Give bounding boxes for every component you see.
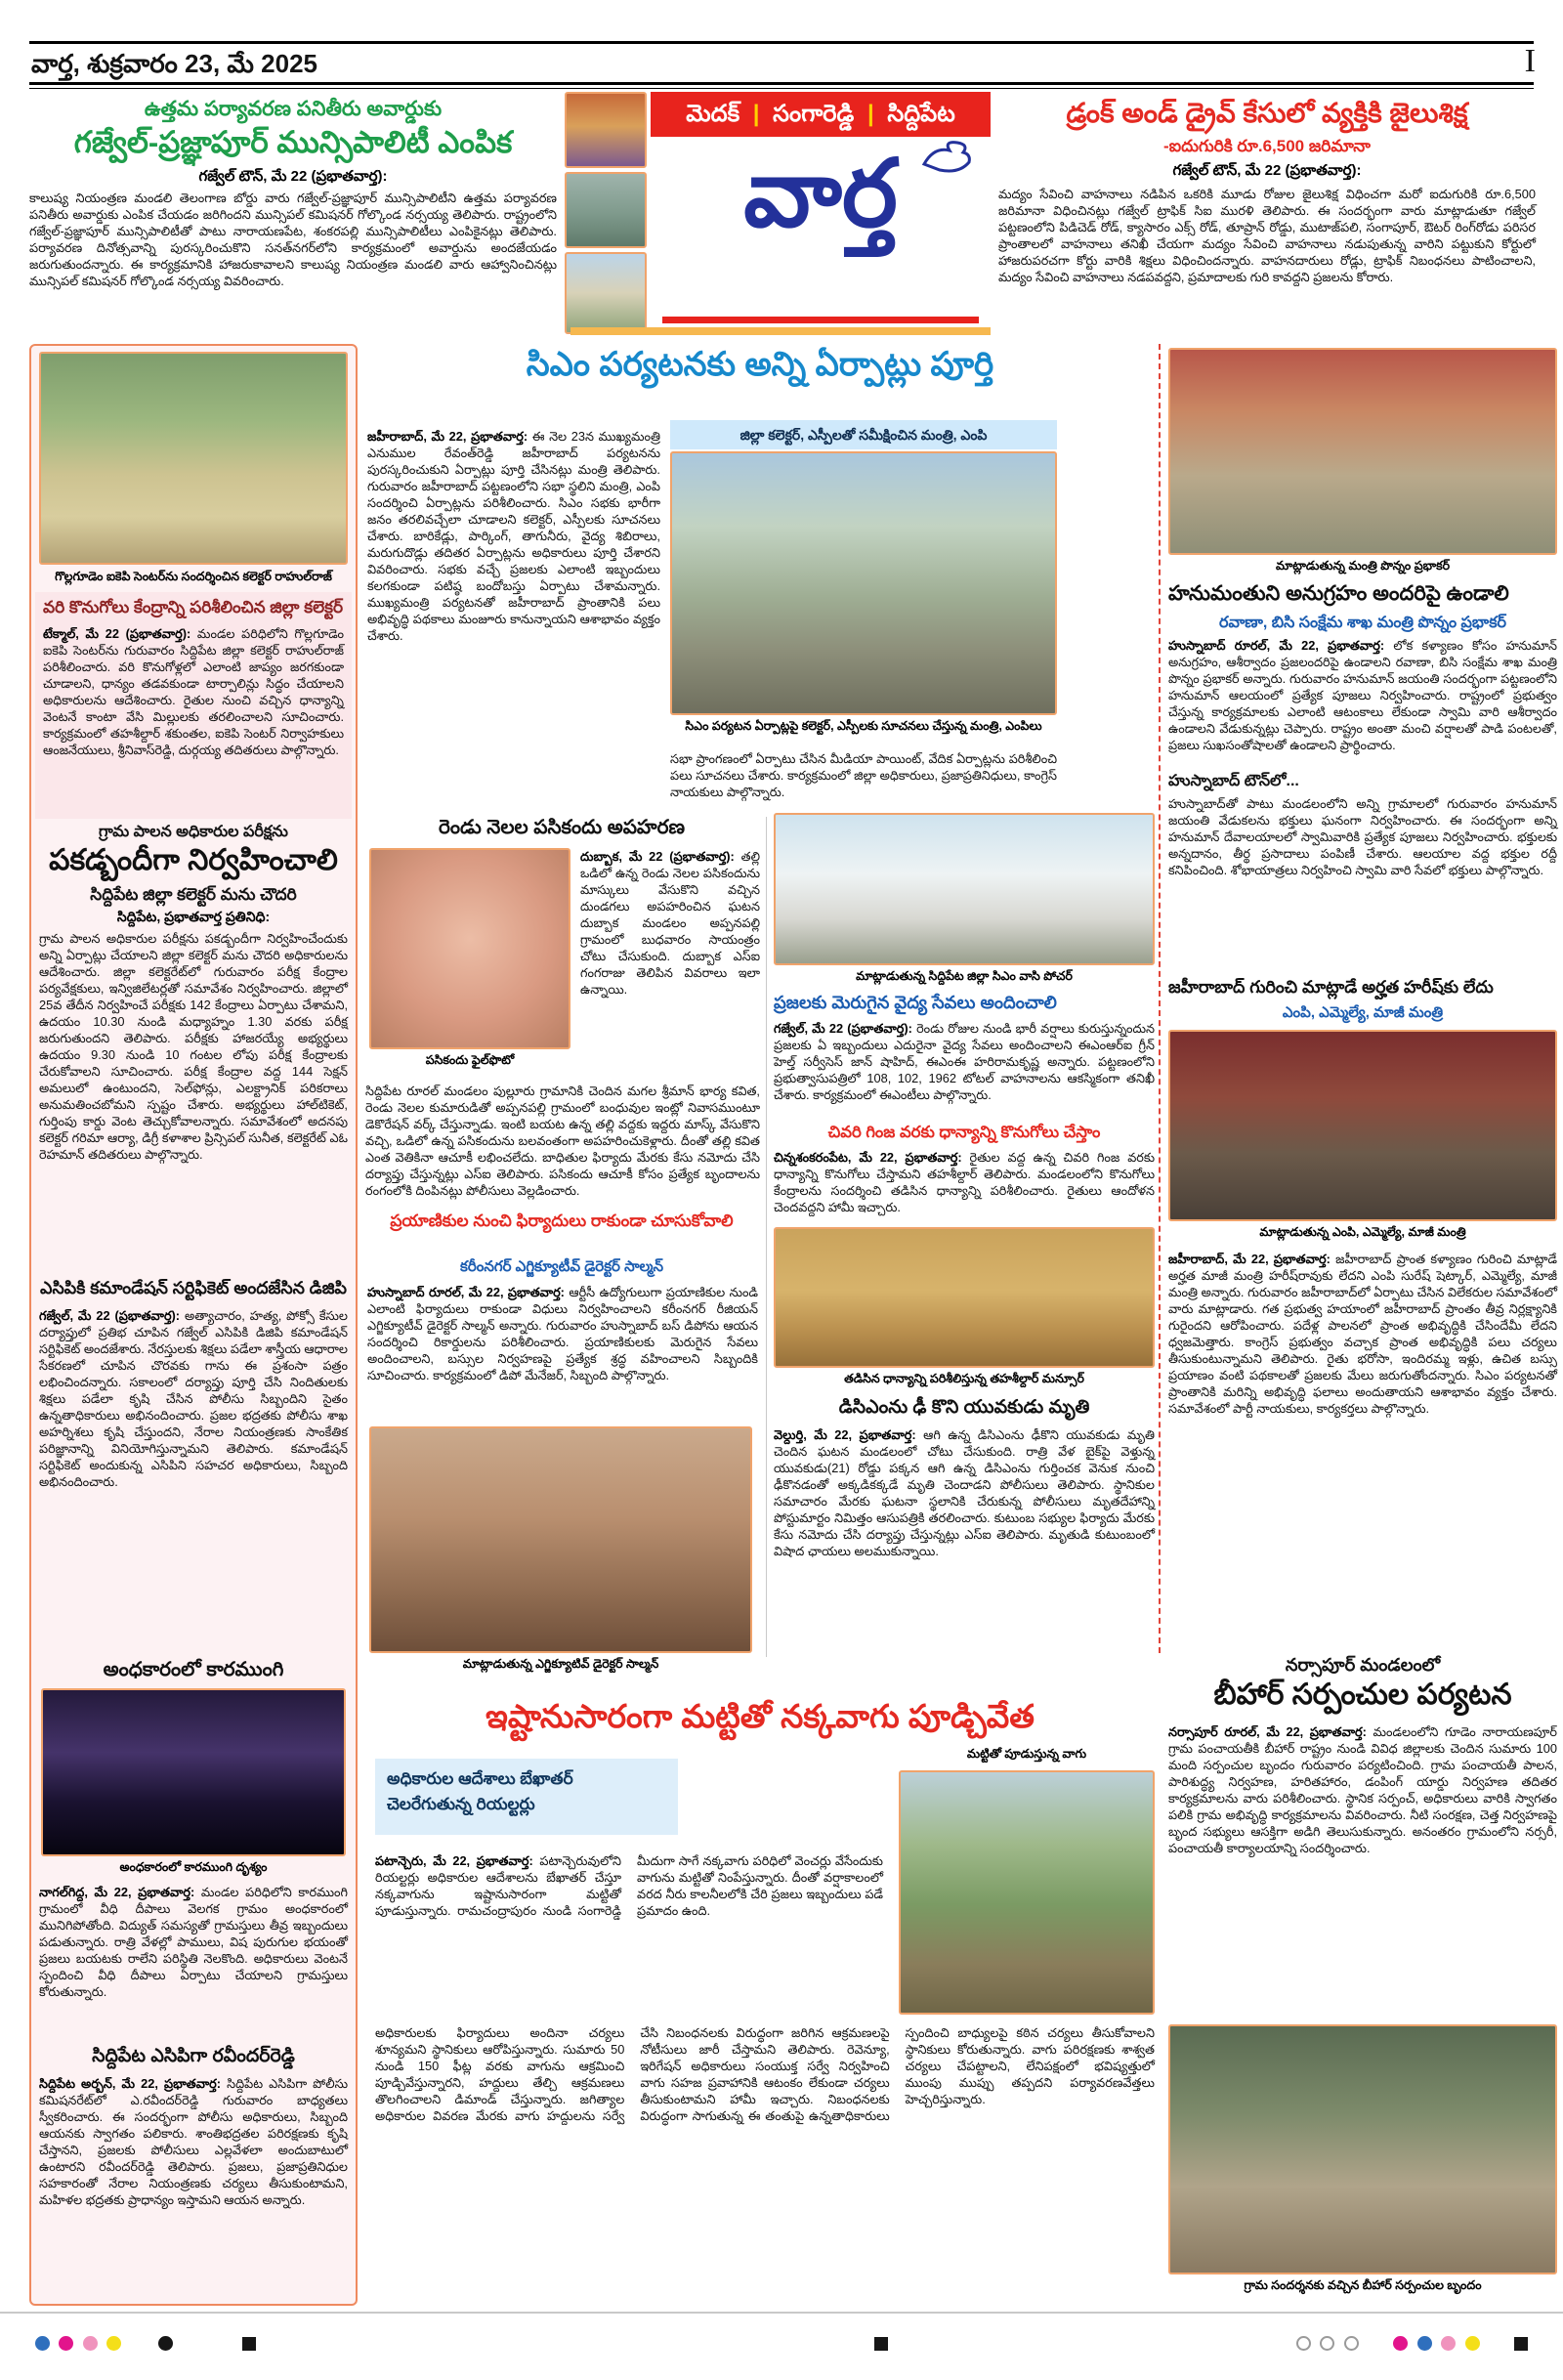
header-rule-top [29,41,1534,44]
baby-dateline: దుబ్బాక, మే 22 (ప్రభాతవార్త): [580,849,735,864]
health-body [774,1020,1155,1118]
logo-block [651,143,991,319]
reg-square-black [1514,2337,1528,2351]
reg-square-black [242,2337,256,2351]
baby-body2: సిద్దిపేట రూరల్ మండలం పుల్లూరు గ్రామానికి చెందిన మగల శ్రీమాన్ భార్య కవిత, రెండు నెలల కుమారుడితో అప్పనపల్లి గ్రామంలో బంధువుల ఇంట్లో నివాసముంటూ డెకొరేషన్ వర్క్ చేస్తున్నాడు. ఇంటి బయట ఉన్న తల్లి వద్దకు ఇద్దరు మాస్క్ వేసుకొని వచ్చి, ఒడిలో ఉన్న పసికందును బలవంతంగా అపహరించుకెళ్లారు. దీంతో తల్లి కవిత ఎంత వెతికినా ఆచూకీ లభించలేదు. బాధితుల ఫిర్యాదు మేరకు కేసు నమోదు చేసి దర్యాప్తు చేస్తున్నట్లు ఎస్ఐ తెలిపారు. పసికందు ఆచూకీ కోసం ప్రత్యేక బృందాలను రంగంలోకి దింపినట్లు పోలీసులు వెల్లడించారు. [365,1084,761,1199]
dcm-headline: డిసిఎంను ఢీ కొని యువకుడు మృతి [838,1397,1090,1418]
grain-headline: చివరి గింజ వరకు ధాన్యాన్ని కొనుగోలు చేస్తాం [827,1124,1101,1141]
baby-photo [369,848,570,1049]
dark-caption: అంధకారంలో కారముంగి దృశ్యం [119,1860,268,1874]
grain-body [774,1149,1155,1221]
rtc-photo-caption: మాట్లాడుతున్న ఎగ్జిక్యూటివ్ డైరెక్టర్ సాల్మన్ [462,1657,659,1671]
hanuman-sub2: హుస్నాబాద్ టౌన్‌లో... [1168,773,1299,789]
mud-body2: అధికారులకు ఫిర్యాదులు అందినా చర్యలు శూన్యమని స్థానికులు ఆరోపిస్తున్నారు. సుమారు 50 నుండి 150 ఫీట్ల వరకు వాగును ఆక్రమించి పూడ్చివేస్తున్నారని, హద్దులు తేల్చి ఆక్రమణలు తొలగించాలని డిమాండ్ చేస్తున్నారు. జగిత్యాల అధికారుల వివరణ మేరకు వాగు హద్దులను సర్వే చేసి నిబంధనలకు విరుద్ధంగా జరిగిన ఆక్రమణలపై నోటీసులు జారీ చేస్తామని తెలిపారు. రెవెన్యూ, ఇరిగేషన్ అధికారులు సంయుక్త సర్వే నిర్వహించి వాగు సహజ ప్రవాహానికి ఆటంకం లేకుండా చర్యలు తీసుకుంటామని హామీ ఇచ్చారు. నిబంధనలకు విరుద్ధంగా సాగుతున్న ఈ తంతుపై ఉన్నతాధికారులు స్పందించి బాధ్యులపై కఠిన చర్యలు తీసుకోవాలని స్థానికులు కోరుతున్నారు. వాగు పరిరక్షణకు శాశ్వత చర్యలు చేపట్టాలని, లేనిపక్షంలో భవిష్యత్తులో ముంపు ముప్పు తప్పదని పర్యావరణవేత్తలు హెచ్చరిస్తున్నారు. [375,2025,1155,2124]
district-separator: | [752,101,760,127]
hanuman-dateline: హుస్నాబాద్ రూరల్, మే 22, ప్రభాతవార్త: [1168,638,1385,653]
reg-dot-yellow [1465,2336,1480,2351]
reg-ring [1296,2336,1311,2351]
dark-village-photo [41,1688,346,1856]
drunk-body: మద్యం సేవించి వాహనాలు నడిపిన ఒకరికి మూడు రోజుల జైలుశిక్ష విధించగా మరో ఐదుగురికి రూ.6,500 జరిమానా విధించినట్లు గజ్వేల్ ట్రాఫిక్ సిఐ మురళి తెలిపారు. ఈ సందర్భంగా వారు మాట్లాడుతూ గజ్వేల్ పట్టణంలోని పిడిచెడ్ రోడ్, క్యాసారం ఎక్స్ రోడ్, తూప్రాన్ రోడ్డు, ముటాజ్‌పలి, సంగాపూర్, ఔటర్ రింగ్‌రోడు పరిసర ప్రాంతాలలో వాహనాలు తనిఖీ చేయగా మద్యం సేవించి వాహనాలు నడుపుతున్న వారిని పట్టుకుని కోర్టులో హాజరుపరచగా కోర్టు వారికి శిక్షలు విధించిందన్నారు. వాహనదారులు రోడ్లు, ట్రాఫిక్ నిబంధనలు పాటించాలని, మద్యం సేవించి వాహనాలు నడపవద్దని, ప్రమాదాలకు గురి కావద్దని ప్రజలను కోరారు. [998,187,1536,285]
bihar-kicker: నర్సాపూర్ మండలంలో [1285,1655,1441,1675]
registration-marks-left [35,2335,256,2353]
grain-dateline: చిన్నశంకరంపేట, మే 22, ప్రభాతవార్త: [774,1150,962,1165]
registration-mark-center [874,2335,888,2353]
dark-headline: అంధకారంలో కారముంగి [103,1659,284,1680]
paddy-body [35,623,352,760]
header-rule-bottom [29,82,1534,85]
grain-body-text: రైతుల వద్ద ఉన్న చివరి గింజ వరకు ధాన్యాన్ని కొనుగోలు చేస్తామని తహశీల్దార్ తెలిపారు. మండలంలోని కొనుగోలు కేంద్రాలను సందర్శించి తడిసిన ధాన్యాన్ని పరిశీలించారు. రైతులు ఆందోళన చెందవద్దని హామీ ఇచ్చారు. [774,1150,1156,1215]
district-separator: | [866,101,874,127]
reg-dot-blue [35,2336,50,2351]
press-conference-caption: మాట్లాడుతున్న ఎంపి, ఎమ్మెల్యే, మాజీ మంత్రి [1259,1225,1466,1239]
exam-dateline: సిద్దిపేట, ప్రభాతవార్త ప్రతినిధి: [116,909,271,924]
district-siddipet: సిద్దిపేట [887,101,955,127]
award-body: కాలుష్య నియంత్రణ మండలి తెలంగాణ బోర్డు వారు గజ్వేల్-ప్రజ్ఞాపూర్ మున్సిపాలిటీని ఉత్తమ పర్యావరణ పనితీరు అవార్డుకు ఎంపిక చేయడం జరిగిందని మున్సిపల్ కమిషనర్ గోల్కొండ నర్సయ్య తెలిపారు. రాష్ట్రంలోని గజ్వేల్-ప్రజ్ఞాపూర్ మున్సిపాలిటీతో పాటు నారాయణపేట, శంకరపల్లి మున్సిపాలిటీలు ఎంపికైనట్లు తెలిపారు. పర్యావరణ దినోత్సవాన్ని పురస్కరించుకొని సనత్‌నగర్‌లోని కార్యక్రమంలో అవార్డును అందజేయడం జరుగుతుందన్నారు. ఈ కార్యక్రమానికి హాజరుకావాలని కాలుష్య నియంత్రణ మండలి వారు ఆహ్వానించినట్లు మున్సిపల్ కమిషనర్ గోల్కొండ నర్సయ్య వివరించారు. [29,191,557,289]
hanuman-body [1168,637,1557,768]
footer-rule [0,2312,1563,2314]
grain-photo-caption: తడిసిన ధాన్యాన్ని పరిశీలిస్తున్న తహశీల్దార్ మన్సూర్ [844,1372,1084,1385]
ambulance-photo [774,813,1155,965]
rtc-body [367,1284,758,1421]
mud-body1-text: పటాన్చెరువులోని రియల్టర్లు అధికారుల ఆదేశాలను బేఖాతర్ చేస్తూ నక్కవాగును ఇష్టానుసారంగా మట్టితో పూడుస్తున్నారు. రామచంద్రాపురం నుండి సంగారెడ్డి మీదుగా సాగే నక్కవాగు పరిధిలో వెంచర్లు వేసేందుకు వాగును మట్టితో నింపేస్తున్నారు. దీంతో వర్షాకాలంలో వరద నీరు కాలనీలలోకి చేరి ప్రజలు ఇబ్బందులు పడే ప్రమాదం ఉంది. [375,1853,883,1919]
mud-dateline: పటాన్చెరు, మే 22, ప్రభాతవార్త: [375,1853,533,1868]
paddy-headline: వరి కొనుగోలు కేంద్రాన్ని పరిశీలించిన జిల్లా కలెక్టర్ [43,598,344,616]
cm-body-text: ఈ నెల 23న ముఖ్యమంత్రి ఎనుముల రేవంత్‌రెడ్డి జహీరాబాద్ పర్యటనను పురస్కరించుకుని ఏర్పాట్లు పూర్తి చేసినట్లు మంత్రి తెలిపారు. గురువారం జహీరాబాద్ పట్టణంలోని సభా స్థలిని మంత్రి, ఎంపి సందర్శించి ఏర్పాట్లను పరిశీలించారు. సిఎం సభకు భారీగా జనం తరలివచ్చేలా చూడాలని కలెక్టర్, ఎస్పీలకు సూచనలు చేశారు. బారికేడ్లు, పార్కింగ్, తాగునీరు, వైద్య శిబిరాలు, మరుగుదొడ్లు తదితర ఏర్పాట్లను అధికారులు పూర్తి చేశారని వివరించారు. సభకు వచ్చే ప్రజలకు ఎలాంటి ఇబ్బందులు కలగకుండా పటిష్ఠ బందోబస్తు ఏర్పాటు చేశామన్నారు. ముఖ్యమంత్రి పర్యటనతో జహీరాబాద్ ప్రాంతానికి పలు అభివృద్ధి పథకాలు మంజూరు కానున్నాయని ఆశాభావం వ్యక్తం చేశారు. [367,429,660,644]
exam-subhead: సిద్దిపేట జిల్లా కలెక్టర్ మను చౌదరి [90,885,297,904]
hanuman-subhead: రవాణా, బిసి సంక్షేమ శాఖ మంత్రి పొన్నం ప్రభాకర్ [1218,615,1507,631]
reg-dot-yellow [106,2336,121,2351]
acp-dateline: గజ్వేల్, మే 22 (ప్రభాతవార్త): [39,1308,181,1323]
masthead-districts-bar [651,92,991,137]
bihar-body [1168,1723,1557,2017]
acp-headline: ఎసిపికి కమాండేషన్ సర్టిఫికెట్ అందజేసిన డిజిపి [40,1278,347,1297]
rtc-body-text: ఆర్టీసీ ఉద్యోగులుగా ప్రయాణికుల నుండి ఎలాంటి ఫిర్యాదులు రాకుండా విధులు నిర్వహించాలని కరీంనగర్ రీజియన్ ఎగ్జిక్యూటీవ్ డైరెక్టర్ సాల్మన్ అన్నారు. గురువారం హుస్నాబాద్ బస్ డిపోను ఆయన సందర్శించి రికార్డులను పరిశీలించారు. ప్రయాణికులకు మెరుగైన సేవలు అందించాలని, బస్సుల నిర్వహణపై ప్రత్యేక శ్రద్ధ వహించాలని సిబ్బందికి సూచించారు. కార్యక్రమంలో డిపో మేనేజర్, సిబ్బంది పాల్గొన్నారు. [367,1285,758,1383]
cm-headline: సిఎం పర్యటనకు అన్ని ఏర్పాట్లు పూర్తి [526,346,994,383]
ambulance-caption: మాట్లాడుతున్న సిద్దిపేట జిల్లా సిఎం వాసి పోచర్ [856,969,1073,983]
dcm-dateline: వెల్దుర్తి, మే 22, ప్రభాతవార్త: [774,1427,916,1442]
mud-stream-photo [899,1770,1155,2015]
health-headline: ప్రజలకు మెరుగైన వైద్య సేవలు అందించాలి [774,993,1057,1012]
dark-body-text: మండల పరిధిలోని కారముంగి గ్రామంలో వీధి దీపాలు వెలగక గ్రామం అంధకారంలో మునిగిపోతోంది. విద్యుత్ సమస్యతో గ్రామస్తులు తీవ్ర ఇబ్బందులు పడుతున్నారు. రాత్రి వేళల్లో పాములు, విష పురుగుల భయంతో ప్రజలు బయటకు రాలేని పరిస్థితి నెలకొంది. అధికారులు వెంటనే స్పందించి వీధి దీపాలు ఏర్పాటు చేయాలని గ్రామస్తులు కోరుతున్నారు. [39,1885,348,2000]
drunk-headline: డ్రంక్ అండ్ డ్రైవ్ కేసులో వ్యక్తికి జైలుశిక్ష [1066,98,1468,128]
acp2-body [39,2075,348,2295]
press-conference-photo [1168,1030,1557,1221]
acp-body-text: అత్యాచారం, హత్య, పోక్సో కేసుల దర్యాప్తులో ప్రతిభ చూపిన గజ్వేల్ ఎసిపికి డిజిపి కమాండేషన్ సర్టిఫికెట్ అందజేశారు. నేరస్తులకు శిక్షలు పడేలా శాస్త్రీయ ఆధారాల సేకరణలో చూపిన చొరవకు గాను ఈ ప్రశంసా పత్రం లభించిందన్నారు. సకాలంలో దర్యాప్తు పూర్తి చేసి నిందితులకు శిక్షలు పడేలా కృషి చేసిన పోలీసు సిబ్బందిని సైతం ఉన్నతాధికారులు అభినందించారు. ప్రజల భద్రతకు పోలీసు శాఖ అహర్నిశలు కృషి చేస్తుందని, నేరాల నియంత్రణకు సాంకేతిక పరిజ్ఞానాన్ని వినియోగిస్తున్నామని తెలిపారు. కమాండేషన్ సర్టిఫికెట్ అందుకున్న ఎసిపిని సహచర అధికారులు, సిబ్బంది అభినందించారు. [39,1308,349,1490]
paddy-dateline: టేక్మాల్, మే 22 (ప్రభాతవార్త): [43,626,191,641]
dark-body [39,1884,348,2038]
collector-paddy-caption: గొల్లగూడెం ఐకెపి సెంటర్‌ను సందర్శించిన కలెక్టర్ రాహుల్‌రాజ్ [55,570,332,583]
rtc-dateline: హుస్నాబాద్ రూరల్, మే 22, ప్రభాతవార్త: [367,1285,565,1299]
acp2-body-text: సిద్దిపేట ఎసిపిగా పోలీసు కమిషనరేట్‌లో ఎ.రవీందర్‌రెడ్డి గురువారం బాధ్యతలు స్వీకరించారు. ఈ సందర్భంగా పోలీసు అధికారులు, సిబ్బంది ఆయనకు స్వాగతం పలికారు. శాంతిభద్రతల పరిరక్షణకు కృషి చేస్తానని, ప్రజలకు పోలీసులు ఎల్లవేళలా అందుబాటులో ఉంటారని రవీందర్‌రెడ్డి తెలిపారు. ప్రజలు, ప్రజాప్రతినిధుల సహకారంతో నేరాల నియంత్రణకు చర్యలు తీసుకుంటామని, మహిళల భద్రతకు ప్రాధాన్యం ఇస్తామని ఆయన అన్నారు. [39,2076,348,2208]
drunk-dateline: గజ్వేల్ టౌన్, మే 22 (ప్రభాతవార్త): [1172,162,1362,179]
header-rule-thin [29,88,1534,89]
baby-photo-caption: పసికందు ఫైల్‌ఫొటో [425,1053,515,1067]
reg-dot-pink [83,2336,98,2351]
page-number: I [1524,43,1536,79]
column-separator-dashed [1159,344,1161,1653]
bihar-headline: బీహార్ సర్పంచుల పర్యటన [1213,1679,1512,1711]
minister-photo-caption: మాట్లాడుతున్న మంత్రి పొన్నం ప్రభాకర్ [1275,559,1451,573]
dove-icon [920,137,973,176]
bihar-photo-caption: గ్రామ సందర్శనకు వచ్చిన బీహార్ సర్పంచుల బృందం [1244,2278,1482,2292]
cm-dateline: జహీరాబాద్, మే 22, ప్రభాతవార్త: [367,429,528,444]
bihar-group-photo [1168,2024,1557,2274]
cm-photo-caption: సిఎం పర్యటన ఏర్పాట్లపై కలెక్టర్, ఎస్పీలకు సూచనలు చేస్తున్న మంత్రి, ఎంపిలు [685,719,1042,733]
mud-headline: ఇష్టానుసారంగా మట్టితో నక్కవాగు పూడ్చివేత [486,1698,1035,1734]
hanuman-body2: హుస్నాబాద్‌తో పాటు మండలంలోని అన్ని గ్రామాలలో గురువారం హనుమాన్ జయంతి వేడుకలను భక్తులు ఘనంగా నిర్వహించారు. ఈ సందర్భంగా అన్ని హనుమాన్ దేవాలయాలలో స్వామివారికి ప్రత్యేక పూజలు నిర్వహించారు. భక్తులకు అన్నదానం, తీర్థ ప్రసాదాలు పంపిణీ చేశారు. ఆలయాల వద్ద భక్తుల రద్దీ కనిపించింది. శోభాయాత్రలు నిర్వహించి స్వామి వారి సేవలో భక్తులు పాల్గొన్నారు. [1168,796,1557,878]
column-separator-gray [766,817,767,1657]
logo-underline [662,317,979,323]
award-kicker: ఉత్తమ పర్యావరణ పనితీరు అవార్డుకు [144,98,443,120]
bihar-body-text: మండలంలోని గూడెం నారాయణపూర్ గ్రామ పంచాయతీకి బీహార్ రాష్ట్రం నుండి వివిధ జిల్లాలకు చెందిన సుమారు 100 మంది సర్పంచుల బృందం గురువారం పర్యటించింది. గ్రామ పంచాయతీ పాలన, పారిశుద్ధ్య నిర్వహణ, హరితహారం, డంపింగ్ యార్డు నిర్వహణ తదితర కార్యక్రమాలను వారు పరిశీలించారు. స్థానిక సర్పంచ్, అధికారులు వారికి స్వాగతం పలికి గ్రామ అభివృద్ధి కార్యక్రమాలను వివరించారు. నీటి సంరక్షణ, చెత్త నిర్వహణపై బృంద సభ్యులు ఆసక్తిగా అడిగి తెలుసుకున్నారు. అనంతరం గ్రామంలోని నర్సరీ, పంచాయతీ కార్యాలయాన్ని సందర్శించారు. [1168,1724,1557,1856]
reg-ring [1320,2336,1334,2351]
district-medak: మెదక్ [686,101,740,127]
paddy-body-text: మండల పరిధిలోని గొల్లగూడెం ఐకెపి సెంటర్‌ను గురువారం సిద్దిపేట జిల్లా కలెక్టర్ రాహుల్‌రాజ్ పరిశీలించారు. వరి కొనుగోళ్లలో ఎలాంటి జాప్యం జరగకుండా చూడాలని, ధాన్యం తడవకుండా టార్పాలిన్లు సిద్ధం చేయాలని అధికారులను ఆదేశించారు. రైతుల నుంచి వచ్చిన ధాన్యాన్ని వెంటనే కాంటా వేసి మిల్లులకు తరలించాలని సూచించారు. కార్యక్రమంలో తహశీల్దార్ శకుంతల, ఐకెపి సెంటర్ నిర్వాహకులు ఆంజనేయులు, శ్రీనివాస్‌రెడ్డి, దుర్గయ్య తదితరులు పాల్గొన్నారు. [43,626,344,758]
minister-photo [1168,348,1557,555]
acp2-headline: సిద్దిపేట ఎసిపిగా రవీందర్‌రెడ్డి [92,2046,295,2066]
harish-dateline: జహీరాబాద్, మే 22, ప్రభాతవార్త: [1168,1252,1331,1266]
masthead-yellow-strip [570,327,991,335]
bihar-dateline: నర్సాపూర్ రూరల్, మే 22, ప్రభాతవార్త: [1168,1724,1367,1739]
health-dateline: గజ్వేల్, మే 22 (ప్రభాతవార్త): [774,1021,912,1036]
collector-paddy-photo [39,352,348,565]
baby-headline: రెండు నెలల పసికందు అపహరణ [439,817,685,838]
award-headline: గజ్వేల్-ప్రజ్ఞాపూర్ మున్సిపాలిటీ ఎంపిక [73,125,513,159]
harish-subhead: ఎంపి, ఎమ్మెల్యే, మాజీ మంత్రి [1282,1004,1444,1021]
cm-body [367,428,660,813]
registration-marks-right [1296,2335,1528,2353]
exam-body: గ్రామ పాలన అధికారుల పరీక్షను పకడ్బందీగా నిర్వహించేందుకు అన్ని ఏర్పాట్లు చేయాలని జిల్లా కలెక్టర్ మను చౌదరి అధికారులను ఆదేశించారు. జిల్లా కలెక్టరేట్‌లో గురువారం పరీక్ష కేంద్రాల పర్యవేక్షకులు, ఇన్విజిలేటర్లతో సమావేశం నిర్వహించారు. జిల్లాలో 25వ తేదీన నిర్వహించే పరీక్షకు 142 కేంద్రాలు ఏర్పాటు చేశామని, ఉదయం 10.30 నుండి మధ్యాహ్నం 1.30 వరకు పరీక్ష జరుగుతుందని తెలిపారు. పరీక్షకు హాజరయ్యే అభ్యర్థులు ఉదయం 9.30 నుండి 10 గంటల లోపు పరీక్ష కేంద్రాలకు చేరుకోవాలని సూచించారు. పరీక్ష కేంద్రాల వద్ద 144 సెక్షన్ అమలులో ఉంటుందని, సెల్‌ఫోన్లు, ఎలక్ట్రానిక్ పరికరాలు అనుమతించబోమని స్పష్టం చేశారు. అభ్యర్థులు హాల్‌టికెట్, గుర్తింపు కార్డు వెంట తెచ్చుకోవాలన్నారు. సమావేశంలో అదనపు కలెక్టర్ గరిమా ఆర్యా, డిగ్రీ కళాశాల ప్రిన్సిపల్ సునీత, కలెక్టరేట్ ఎఓ రెహమాన్ తదితరులు పాల్గొన్నారు. [39,931,348,1163]
mud-photo-caption: మట్టితో పూడుస్తున్న వాగు [966,1747,1087,1761]
baby-body-text: తల్లి ఒడిలో ఉన్న రెండు నెలల పసికందును మాస్కులు వేసుకొని వచ్చిన దుండగలు అపహరించిన ఘటన దుబ్బాక మండలం అప్పనపల్లి గ్రామంలో బుధవారం సాయంత్రం చోటు చేసుకుంది. దుబ్బాక ఎస్ఐ గంగరాజు తెలిపిన వివరాలు ఇలా ఉన్నాయి. [580,849,760,998]
hanuman-body-text: లోక కళ్యాణం కోసం హనుమాన్ అనుగ్రహం, ఆశీర్వాదం ప్రజలందరిపై ఉండాలని రవాణా, బిసి సంక్షేమ శాఖ మంత్రి పొన్నం ప్రభాకర్ అన్నారు. గురువారం హనుమాన్ జయంతి సందర్భంగా పట్టణంలోని హనుమాన్ ఆలయంలో ప్రత్యేక పూజలు నిర్వహించారు. రాష్ట్రంలో ప్రభుత్వం చేస్తున్న కార్యక్రమాలకు ఎలాంటి ఆటంకాలు లేకుండా స్వామి వారి ఆశీర్వాదం ఉండాలని వేడుకున్నట్లు చెప్పారు. రాష్ట్రం అంతా మంచి వర్షాలతో పాడి పంటలతో, ప్రజలు సుఖసంతోషాలతో ఉండాలని ప్రార్థించారు. [1168,638,1558,753]
harish-body [1168,1251,1557,1645]
mud-subhead-2: చెలరేగుతున్న రియల్టర్లు [387,1794,535,1813]
exam-headline: పకడ్బందీగా నిర్వహించాలి [49,844,338,876]
harish-headline: జహీరాబాద్ గురించి మాట్లాడే అర్హత హరీష్‌కు లేదు [1168,977,1494,997]
exam-kicker: గ్రామ పాలన అధికారుల పరీక్షను [99,824,288,840]
mud-subhead-1: అధికారుల ఆదేశాలు బేఖాతర్ [387,1769,573,1788]
reg-dot-black [158,2336,173,2351]
masthead [565,92,991,334]
rtc-headline: ప్రయాణికుల నుంచి ఫిర్యాదులు రాకుండా చూసుకోవాలి [390,1211,734,1230]
grain-photo [774,1227,1155,1368]
reg-square-black [874,2337,888,2351]
rtc-director-photo [369,1426,752,1653]
reg-ring [1344,2336,1359,2351]
dark-dateline: నాగల్‌గిద్ద, మే 22, ప్రభాతవార్త: [39,1885,195,1899]
harish-body-text: జహీరాబాద్ ప్రాంత కళ్యాణం గురించి మాట్లాడే అర్హత మాజీ మంత్రి హరీష్‌రావుకు లేదని ఎంపి సురేష్ షెట్కార్, ఎమ్మెల్యే, మాజీ మంత్రి అన్నారు. గురువారం జహీరాబాద్‌లో ఏర్పాటు చేసిన విలేకరుల సమావేశంలో వారు మాట్లాడారు. గత ప్రభుత్వ హయాంలో జహీరాబాద్ ప్రాంతం తీవ్ర నిర్లక్ష్యానికి గురైందని ఆరోపించారు. పదేళ్ల పాలనలో ప్రాంత అభివృద్ధికి చేసిందేమీ లేదని ధ్వజమెత్తారు. కాంగ్రెస్ ప్రభుత్వం వచ్చాక ప్రాంత అభివృద్ధికి పలు చర్యలు తీసుకుంటున్నామని తెలిపారు. రైతు భరోసా, ఇందిరమ్మ ఇళ్లు, ఉచిత బస్సు ప్రయాణం వంటి పథకాలతో ప్రజలకు మేలు జరుగుతోందన్నారు. సిఎం పర్యటనతో ప్రాంతానికి మరిన్ని అభివృద్ధి ఫలాలు అందుతాయని ఆశాభావం వ్యక్తం చేశారు. సమావేశంలో పార్టీ నాయకులు, కార్యకర్తలు పాల్గొన్నారు. [1168,1252,1557,1417]
mud-body1 [375,1852,883,2013]
dcm-body-text: ఆగి ఉన్న డిసిఎంను ఢీకొని యువకుడు మృతి చెందిన ఘటన మండలంలో చోటు చేసుకుంది. రాత్రి వేళ బైక్‌పై వెళ్తున్న యువకుడు(21) రోడ్డు పక్కన ఆగి ఉన్న డిసిఎంను గుర్తించక వెనుక నుంచి ఢీకొనడంతో అక్కడికక్కడే మృతి చెందాడని పోలీసులు తెలిపారు. స్థానికుల సమాచారం మేరకు ఘటనా స్థలానికి చేరుకున్న పోలీసులు మృతదేహాన్ని పోస్టుమార్టం నిమిత్తం ఆసుపత్రికి తరలించారు. కుటుంబ సభ్యుల ఫిర్యాదు మేరకు కేసు నమోదు చేసి దర్యాప్తు చేస్తున్నట్లు ఎస్ఐ తెలిపారు. మృతుడి కుటుంబంలో విషాద ఛాయలు అలముకున్నాయి. [774,1427,1155,1559]
health-body-text: రెండు రోజుల నుండి భారీ వర్షాలు కురుస్తున్నందున ప్రజలకు ఏ ఇబ్బందులు ఎదురైనా వైద్య సేవలు అందించాలని ఈఎంఆర్ఐ గ్రీన్ హెల్త్ సర్వీసెస్ జాన్ షాహిద్, ఈఎంఈ హరిరామకృష్ణ అన్నారు. పట్టణంలోని ప్రభుత్వాసుపత్రిలో 108, 102, 1962 టోటల్ వాహనాలను ఆకస్మికంగా తనిఖీ చేశారు. కార్యక్రమంలో ఈఎంటీలు పాల్గొన్నారు. [774,1021,1155,1103]
mud-subhead-box [375,1759,678,1835]
district-sangareddy: సంగారెడ్డి [773,101,855,127]
dcm-body [774,1426,1155,1653]
cm-photo-strip-caption: జిల్లా కలెక్టర్, ఎస్పీలతో సమీక్షించిన మంత్రి, ఎంపి [670,420,1057,449]
temple-photo [565,92,647,168]
reg-dot-blue [1417,2336,1432,2351]
acp2-dateline: సిద్దిపేట అర్బన్, మే 22, ప్రభాతవార్త: [39,2076,222,2091]
logo-text: వార్త [743,142,898,246]
church-photo [565,252,647,334]
reg-dot-pink [1441,2336,1456,2351]
award-dateline: గజ్వేల్ టౌన్, మే 22 (ప్రభాతవార్త): [198,168,388,185]
paddy-article [35,592,352,819]
nameplate-dateline: వార్త, శుక్రవారం 23, మే 2025 [31,49,317,78]
acp-body [39,1307,348,1649]
hanuman-headline: హనుమంతుని అనుగ్రహం అందరిపై ఉండాలి [1168,582,1509,605]
drunk-subhead: -ఐదుగురికి రూ.6,500 జరిమానా [1163,137,1371,155]
park-photo [565,172,647,248]
rtc-subhead: కరీంనగర్ ఎగ్జిక్యూటీవ్ డైరెక్టర్ సాల్మన్ [459,1258,664,1275]
cm-review-photo [670,451,1057,715]
reg-dot-magenta [59,2336,73,2351]
reg-dot-magenta [1393,2336,1408,2351]
cm-body2: సభా ప్రాంగణంలో ఏర్పాటు చేసిన మీడియా పాయింట్, వేదిక ఏర్పాట్లను పరిశీలించి పలు సూచనలు చేశారు. కార్యక్రమంలో జిల్లా అధికారులు, ప్రజాప్రతినిధులు, కాంగ్రెస్ నాయకులు పాల్గొన్నారు. [670,751,1057,800]
baby-body [580,848,760,1079]
